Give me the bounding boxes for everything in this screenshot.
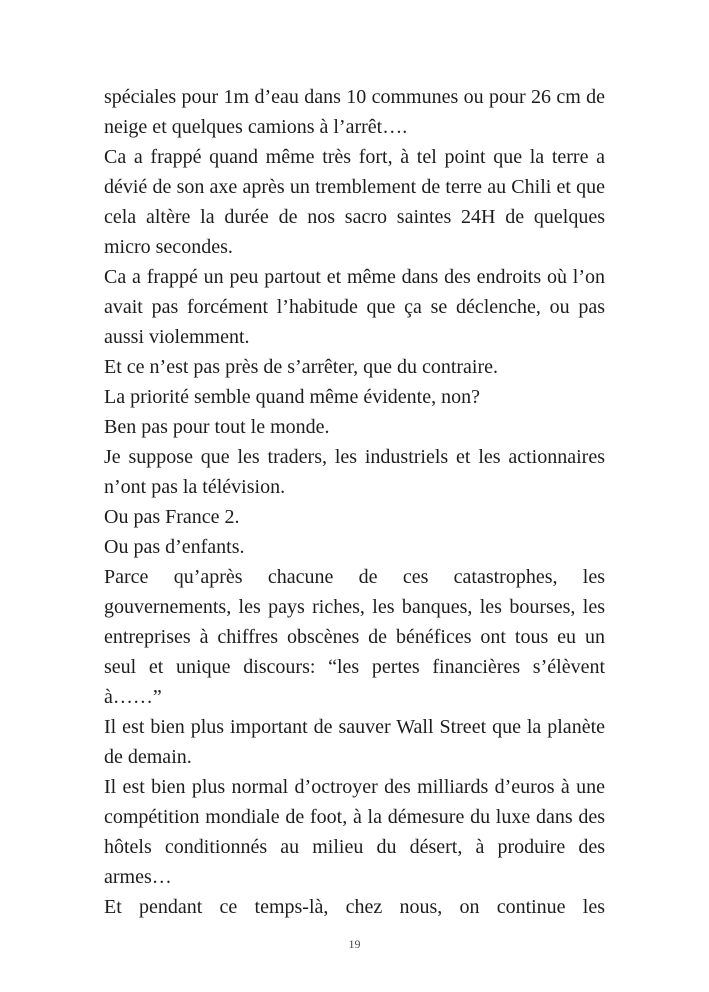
- paragraph: Il est bien plus normal d’octroyer des milliards d’euros à une compétition mondiale de foot, à la démesure du luxe dans des hôtels conditionnés au milieu du désert, à produire des armes…: [104, 776, 605, 888]
- text-block: [104, 82, 605, 922]
- paragraph: Il est bien plus important de sauver Wall Street que la planète de demain.: [104, 716, 605, 768]
- paragraph: Ca a frappé un peu partout et même dans des endroits où l’on avait pas forcément l’habitude que ça se déclenche, ou pas aussi violemment.: [104, 266, 605, 348]
- page-number: 19: [348, 937, 361, 951]
- paragraph: Et pendant ce temps-là, chez nous, on continue les: [104, 896, 605, 918]
- paragraph: spéciales pour 1m d’eau dans 10 communes ou pour 26 cm de neige et quelques camions à l’arrêt….: [104, 86, 605, 138]
- paragraph: Ou pas France 2.: [104, 506, 240, 528]
- paragraph: La priorité semble quand même évidente, non?: [104, 386, 480, 408]
- paragraph: Ca a frappé quand même très fort, à tel point que la terre a dévié de son axe après un tremblement de terre au Chili et que cela altère la durée de nos sacro saintes 24H de quelques micro secondes.: [104, 146, 605, 258]
- paragraph: Et ce n’est pas près de s’arrêter, que du contraire.: [104, 356, 499, 378]
- paragraph: Ou pas d’enfants.: [104, 536, 245, 558]
- paragraph: Parce qu’après chacune de ces catastrophes, les gouvernements, les pays riches, les banques, les bourses, les entreprises à chiffres obscènes de bénéfices ont tous eu un seul et unique discours: “les pertes financières s’élèvent à……”: [104, 566, 605, 708]
- paragraph: Ben pas pour tout le monde.: [104, 416, 330, 438]
- paragraph: Je suppose que les traders, les industriels et les actionnaires n’ont pas la télévision.: [104, 446, 605, 498]
